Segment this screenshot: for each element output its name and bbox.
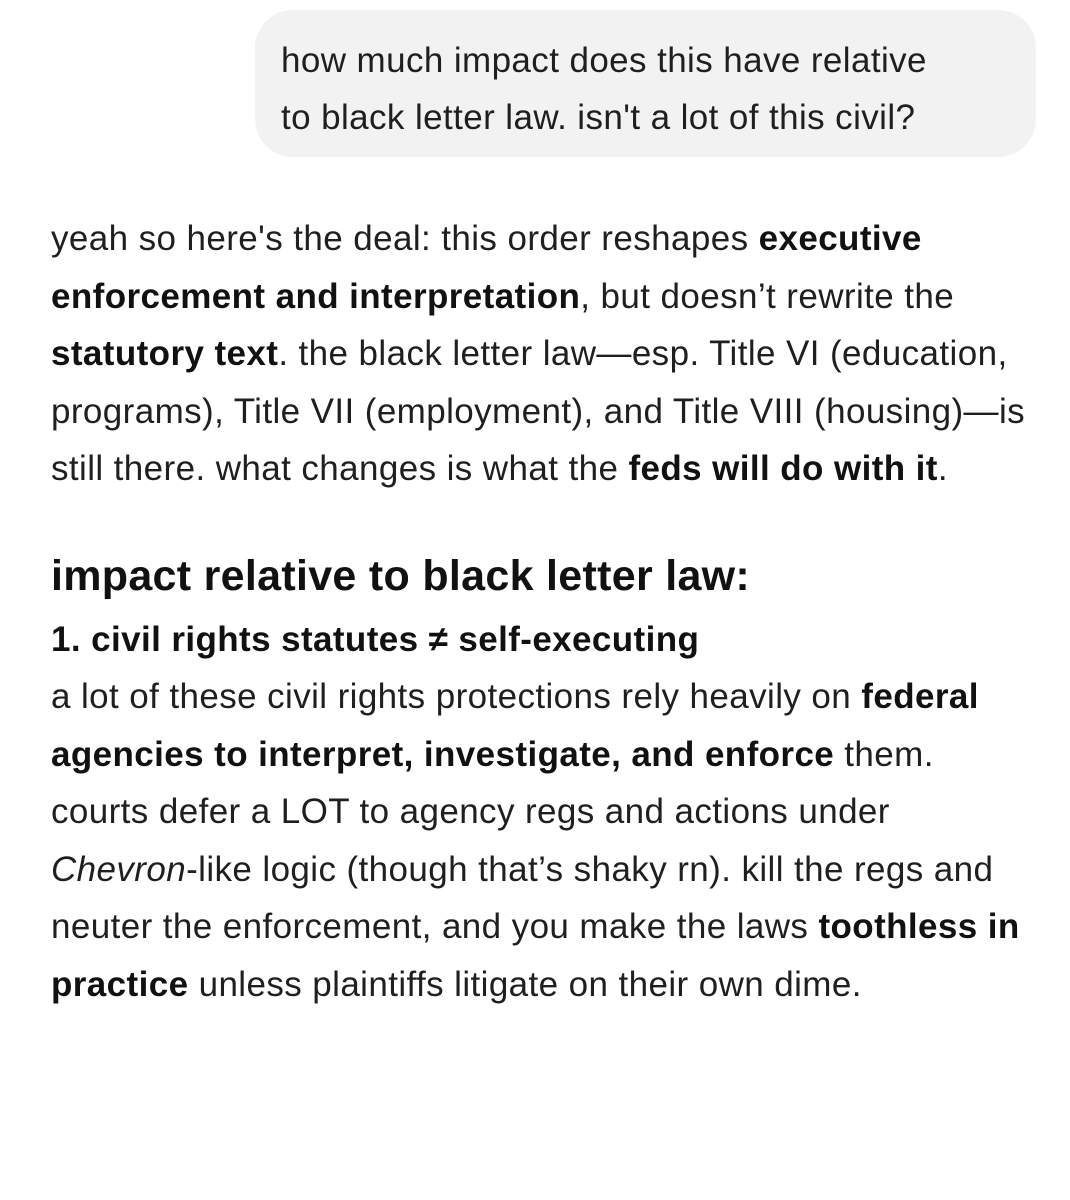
point-1-text-3: -like logic (though that’s shaky rn). kill the regs and neuter the enforcement, and you make the laws (51, 849, 994, 946)
intro-text-3: . the black letter law—esp. Title VI (education, programs), Title VII (employment), and Title VIII (housing)—is still there. what changes is what the (51, 334, 1026, 488)
intro-text-1: yeah so here's the deal: this order reshapes (51, 219, 759, 258)
intro-bold-1: executive enforcement and interpretation (51, 219, 922, 316)
user-message-line-1: how much impact does this have relative (281, 41, 927, 80)
point-1-paragraph (51, 611, 1036, 1014)
section-heading: impact relative to black letter law: (51, 551, 751, 600)
user-message-line-2: to black letter law. isn't a lot of this civil? (281, 98, 916, 137)
point-1-bold-1: federal agencies to interpret, investigate, and enforce (51, 677, 979, 774)
assistant-response (51, 210, 1036, 1013)
point-1-text-2: them. courts defer a LOT to agency regs and actions under (51, 734, 934, 831)
point-1-text-4: unless plaintiffs litigate on their own dime. (188, 964, 862, 1004)
intro-paragraph (51, 210, 1036, 498)
user-message-bubble (255, 10, 1036, 157)
point-1-bold-2: toothless in practice (51, 907, 1020, 1004)
point-1-text-1: a lot of these civil rights protections rely heavily on (51, 677, 862, 716)
intro-text-2: , but doesn’t rewrite the (580, 276, 955, 316)
intro-bold-3: feds will do with it (628, 449, 938, 488)
intro-text-4: . (937, 449, 948, 488)
point-1-title: 1. civil rights statutes ≠ self-executing (51, 619, 700, 659)
point-1-italic-1: Chevron (51, 849, 187, 889)
intro-bold-2: statutory text (51, 334, 279, 373)
